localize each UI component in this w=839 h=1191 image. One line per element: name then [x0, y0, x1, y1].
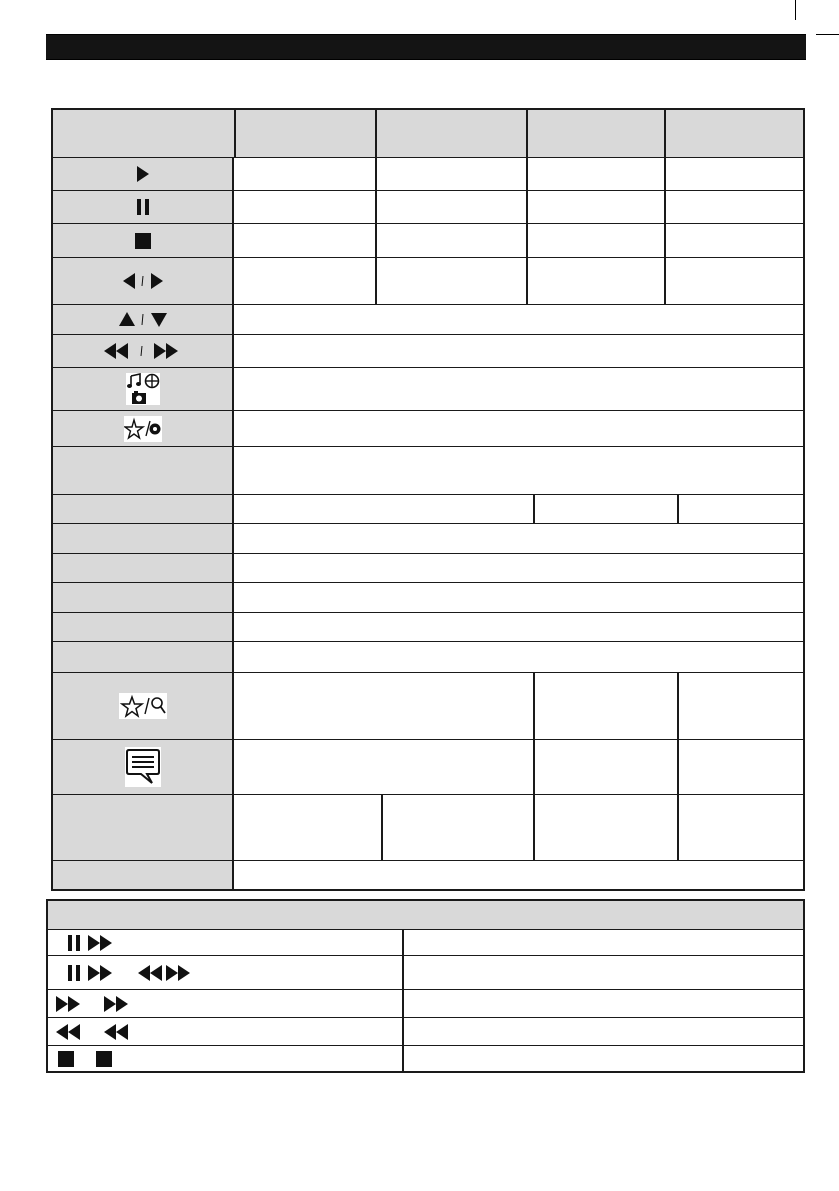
table-row	[48, 990, 803, 1018]
table-row	[53, 795, 803, 861]
favourite-disc-icon	[124, 416, 162, 442]
table-row	[53, 740, 803, 795]
stop-icon	[135, 233, 151, 249]
crop-mark-top	[795, 0, 796, 20]
stop-twice-icon	[54, 1051, 124, 1067]
media-type-icon	[126, 373, 160, 405]
table-header-row	[53, 110, 803, 158]
section-header-bar	[46, 34, 806, 60]
table-row	[53, 335, 803, 368]
up-down-arrows-icon	[119, 312, 167, 327]
table-row	[53, 258, 803, 305]
table-row	[53, 554, 803, 583]
favourite-search-icon	[119, 693, 167, 719]
pause-then-fast-forward-icon	[54, 935, 114, 951]
trick-mode-header-row	[48, 901, 803, 930]
table-row	[53, 224, 803, 258]
table-row	[53, 447, 803, 495]
rewind-twice-icon	[54, 1024, 144, 1040]
table-row	[53, 495, 803, 524]
table-row	[53, 673, 803, 740]
left-right-arrows-icon	[122, 273, 164, 289]
pause-icon	[137, 199, 149, 215]
table-row	[53, 861, 803, 889]
table-row	[53, 305, 803, 335]
table-row	[53, 642, 803, 673]
fast-forward-twice-icon	[54, 996, 144, 1012]
table-row	[48, 1018, 803, 1046]
table-row	[48, 1046, 803, 1071]
table-row	[48, 930, 803, 956]
table-row	[53, 613, 803, 642]
table-row	[53, 524, 803, 554]
table-row	[53, 411, 803, 447]
table-row	[53, 368, 803, 411]
pause-fast-forward-or-rewind-fast-forward-icon	[54, 965, 214, 981]
play-icon	[136, 166, 150, 182]
table-row	[53, 583, 803, 613]
trick-mode-table	[46, 899, 805, 1073]
table-row	[48, 956, 803, 990]
table-row	[53, 191, 803, 224]
crop-mark-right	[816, 34, 839, 35]
playback-controls-table	[51, 108, 805, 891]
table-row	[53, 158, 803, 191]
subtitle-icon	[125, 747, 161, 787]
rewind-fast-forward-icon	[104, 343, 182, 359]
